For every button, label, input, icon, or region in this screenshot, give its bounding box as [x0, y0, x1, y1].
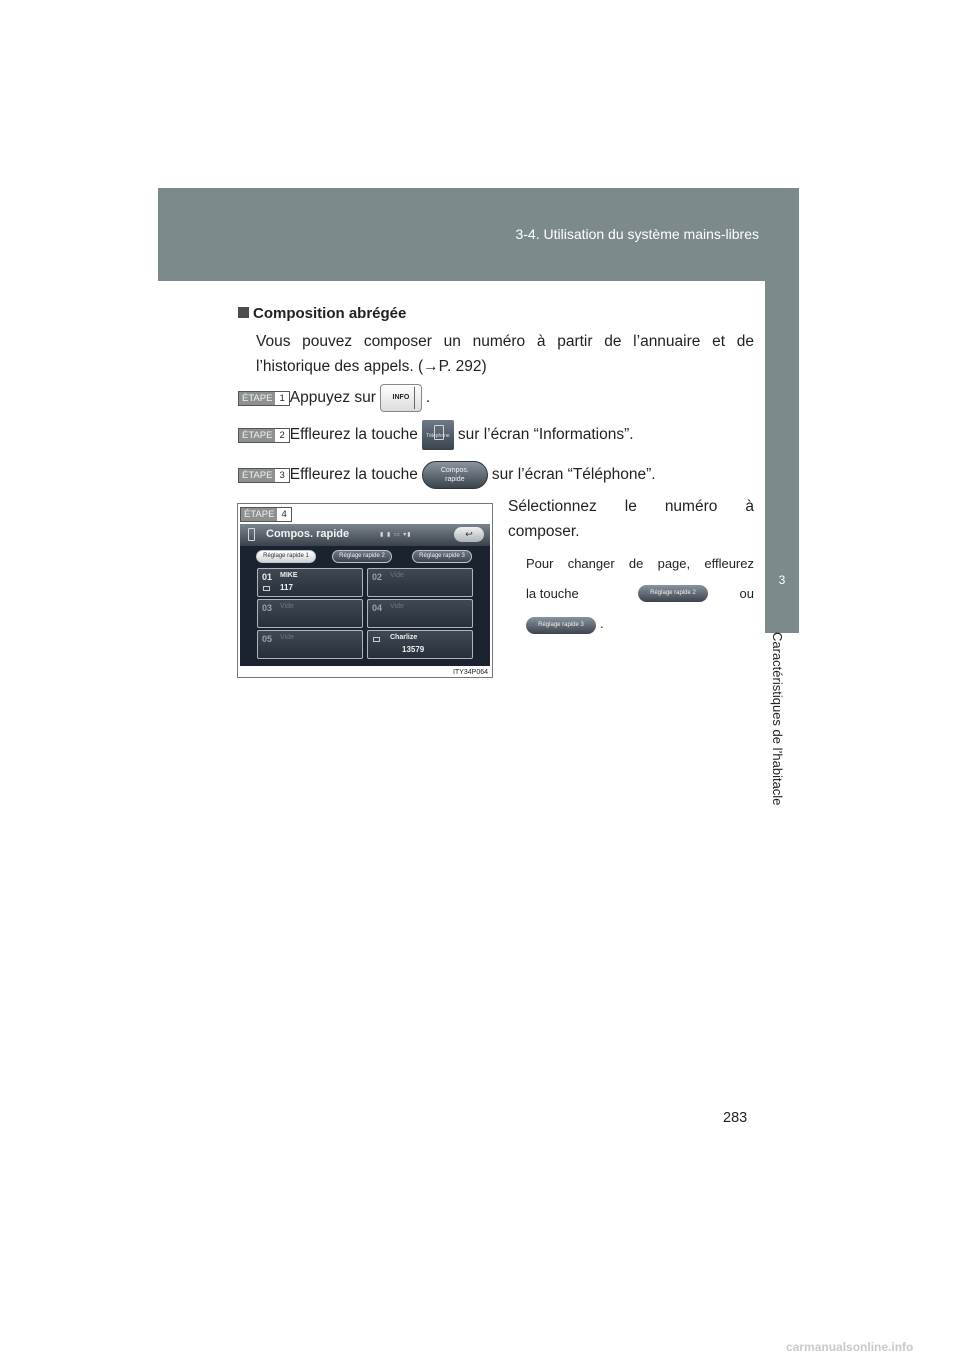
step-badge: ÉTAPE 3: [238, 468, 290, 483]
speed-dial-cell-02[interactable]: 02 Vide: [367, 568, 473, 597]
step-3: ÉTAPE 3 Effleurez la touche Compos. rapide sur l’écran “Téléphone”.: [238, 461, 656, 485]
watermark: carmanualsonline.info: [786, 1340, 914, 1354]
chapter-label: Caractéristiques de l’habitacle: [770, 632, 785, 806]
speed-dial-button-icon: Compos. rapide: [422, 461, 488, 489]
chapter-side-tab: [765, 281, 799, 633]
section-header-bar: [158, 188, 799, 281]
step-4-figure: [237, 503, 493, 678]
telephone-button-icon: Téléphone: [422, 420, 454, 450]
page-change-note: Pour changer de page, effleurez la touche Réglage rapide 2 ou Réglage rapide 3 .: [526, 549, 754, 639]
screen-header: [240, 524, 490, 546]
reglage-rapide-3-button-icon: Réglage rapide 3: [526, 617, 596, 634]
speed-dial-cell-03[interactable]: 03 Vide: [257, 599, 363, 628]
step-4-text: Sélectionnez le numéro à composer.: [508, 498, 754, 540]
page-number: 283: [723, 1110, 748, 1126]
step-badge: ÉTAPE 2: [238, 428, 290, 443]
step-3-text: Effleurez la touche: [289, 466, 418, 483]
figure-code: ITY34P064: [452, 669, 488, 676]
speed-dial-cell-01[interactable]: 01 MIKE 117: [257, 568, 363, 597]
speed-dial-cell-04[interactable]: 04 Vide: [367, 599, 473, 628]
info-button-icon: INFO: [380, 384, 422, 412]
phone-icon: [248, 528, 255, 541]
step-badge: ÉTAPE 1: [238, 391, 290, 406]
screen-title: Compos. rapide: [266, 528, 350, 540]
step-1: ÉTAPE 1 Appuyez sur INFO .: [238, 384, 430, 408]
step-2-text: Effleurez la touche: [289, 426, 418, 443]
step-2: ÉTAPE 2 Effleurez la touche Téléphone sur l’écran “Informations”.: [238, 420, 634, 444]
tab-reglage-rapide-2[interactable]: Réglage rapide 2: [332, 550, 392, 563]
tab-reglage-rapide-3[interactable]: Réglage rapide 3: [412, 550, 472, 563]
bullet-square-icon: [238, 307, 249, 318]
reglage-rapide-2-button-icon: Réglage rapide 2: [638, 585, 708, 602]
tab-reglage-rapide-1[interactable]: Réglage rapide 1: [256, 550, 316, 563]
status-icons: ▮ ▮ ▭ ▾▮: [380, 532, 412, 538]
speed-dial-cell-05[interactable]: 05 Vide: [257, 630, 363, 659]
header-title: 3-4. Utilisation du système mains-libres: [515, 226, 759, 242]
chapter-number: 3: [778, 573, 786, 587]
speed-dial-screen: [240, 524, 490, 666]
step-badge: ÉTAPE 4: [240, 507, 292, 522]
back-button[interactable]: ↩: [454, 527, 484, 542]
step-1-text: Appuyez sur: [289, 389, 376, 406]
contact-icon: [373, 637, 380, 642]
contact-icon: [263, 586, 270, 591]
section-title: Composition abrégée: [238, 305, 406, 322]
speed-dial-cell-06[interactable]: Charlize 13579: [367, 630, 473, 659]
intro-paragraph: Vous pouvez composer un numéro à partir de l’annuaire et de l’historique des appels. (→P. 292): [256, 333, 754, 375]
